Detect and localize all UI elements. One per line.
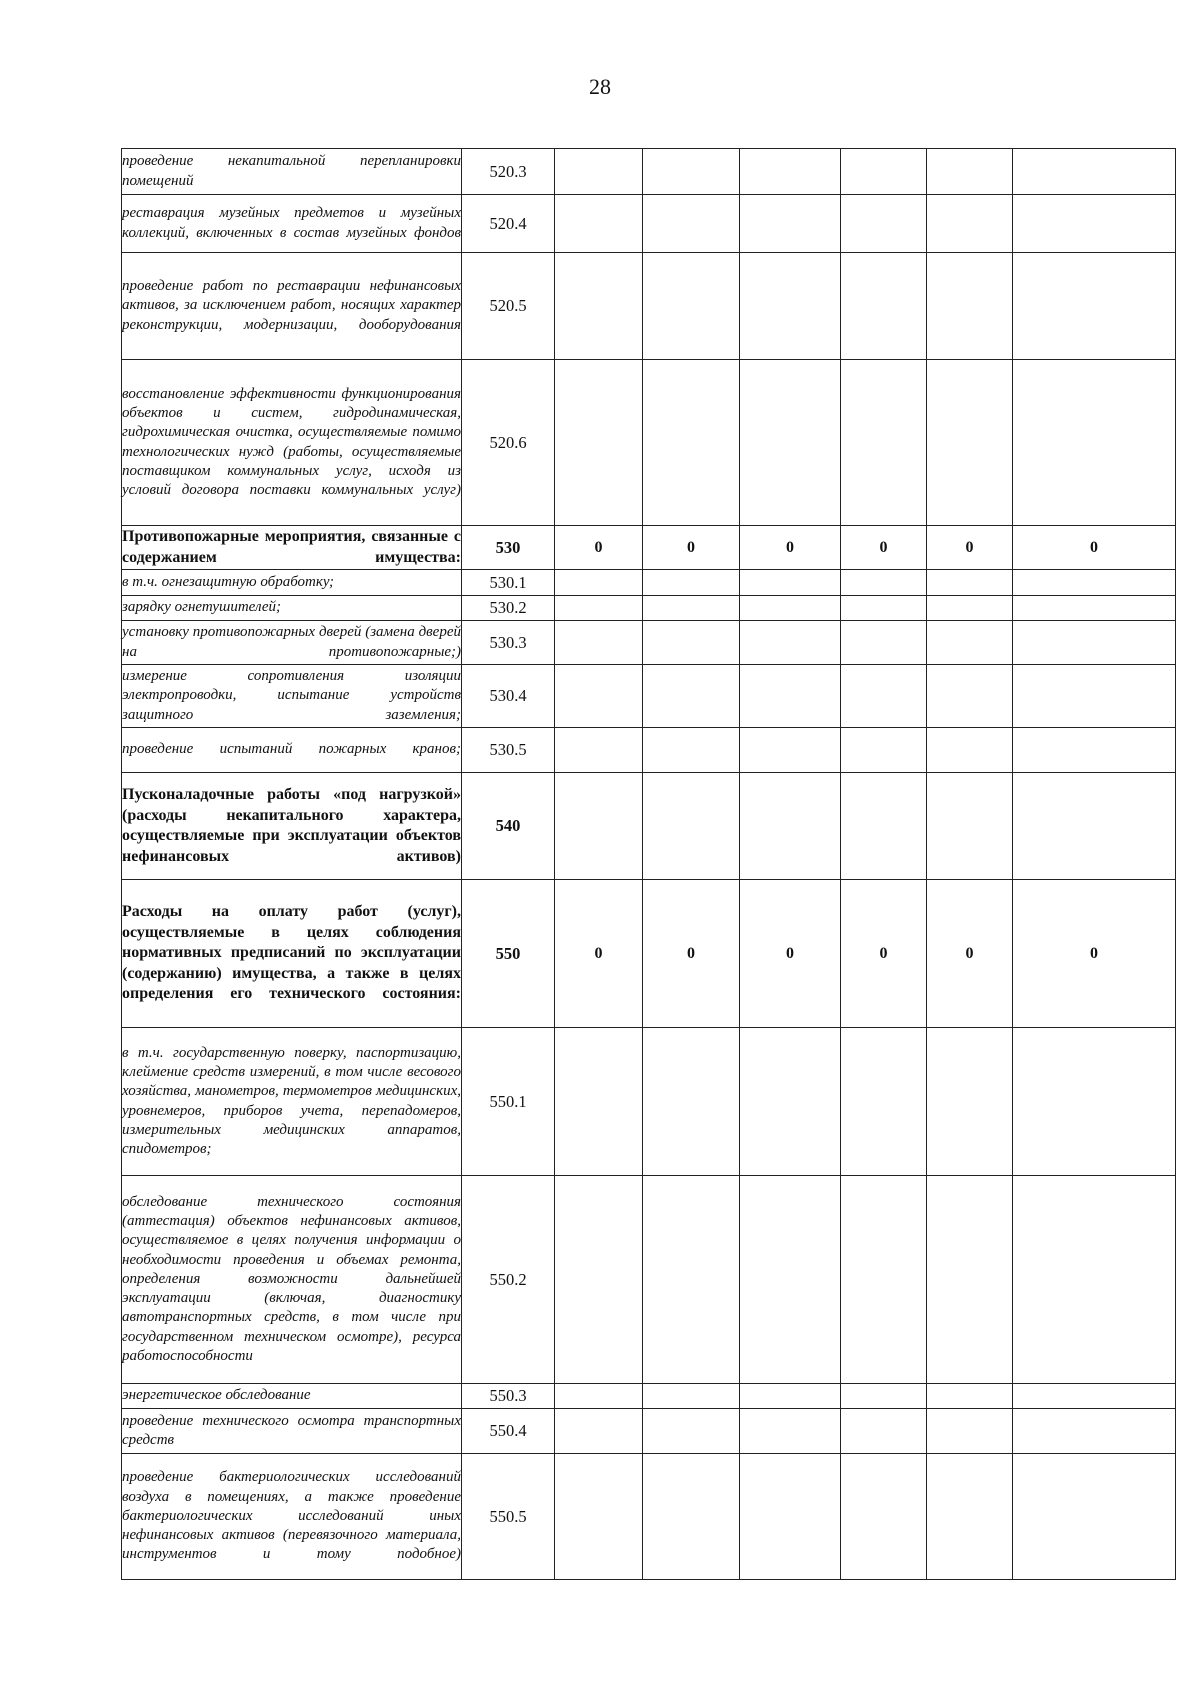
table-row <box>122 360 1176 526</box>
table-row <box>122 665 1176 728</box>
value-cell <box>555 1176 643 1384</box>
value-cell <box>555 360 643 526</box>
value-cell <box>643 195 740 253</box>
value-cell <box>841 596 927 621</box>
value-cell <box>1013 1176 1176 1384</box>
value-cell <box>927 195 1013 253</box>
value-cell <box>740 1028 841 1176</box>
row-code: 550.4 <box>462 1409 555 1454</box>
row-description: Расходы на оплату работ (услуг), осуществляемые в целях соблюдения нормативных предписаний по эксплуатации (содержанию) имущества, а также в целях определения его технического состояния: <box>122 880 462 1028</box>
table-row <box>122 1454 1176 1580</box>
table-row <box>122 1384 1176 1409</box>
table-row <box>122 773 1176 880</box>
value-cell: 0 <box>643 880 740 1028</box>
row-code: 550.5 <box>462 1454 555 1580</box>
table-row <box>122 1409 1176 1454</box>
table-row <box>122 621 1176 665</box>
value-cell <box>841 149 927 195</box>
value-cell: 0 <box>740 880 841 1028</box>
value-cell: 0 <box>740 526 841 570</box>
value-cell <box>555 253 643 360</box>
value-cell <box>1013 1409 1176 1454</box>
value-cell <box>555 195 643 253</box>
row-code: 530 <box>462 526 555 570</box>
row-description: энергетическое обследование <box>122 1384 462 1409</box>
value-cell <box>643 1028 740 1176</box>
value-cell <box>841 665 927 728</box>
value-cell <box>1013 195 1176 253</box>
value-cell: 0 <box>1013 526 1176 570</box>
value-cell <box>643 1176 740 1384</box>
value-cell <box>1013 360 1176 526</box>
value-cell <box>1013 1028 1176 1176</box>
value-cell <box>643 665 740 728</box>
value-cell <box>927 1028 1013 1176</box>
value-cell <box>555 665 643 728</box>
value-cell <box>927 1454 1013 1580</box>
value-cell <box>643 596 740 621</box>
row-code: 550.3 <box>462 1384 555 1409</box>
value-cell <box>740 195 841 253</box>
value-cell <box>927 253 1013 360</box>
expense-table-body <box>122 149 1176 1580</box>
row-description: измерение сопротивления изоляции электропроводки, испытание устройств защитного заземления; <box>122 665 462 728</box>
row-description: Пусконаладочные работы «под нагрузкой» (расходы некапитального характера, осуществляемые при эксплуатации объектов нефинансовых активов) <box>122 773 462 880</box>
value-cell <box>740 570 841 596</box>
value-cell <box>1013 149 1176 195</box>
value-cell <box>643 1454 740 1580</box>
value-cell <box>927 360 1013 526</box>
row-description: Противопожарные мероприятия, связанные с содержанием имущества: <box>122 526 462 570</box>
value-cell <box>927 1384 1013 1409</box>
value-cell <box>1013 596 1176 621</box>
row-code: 530.3 <box>462 621 555 665</box>
value-cell <box>927 621 1013 665</box>
row-code: 520.3 <box>462 149 555 195</box>
value-cell <box>927 728 1013 773</box>
table-row <box>122 253 1176 360</box>
value-cell <box>555 1454 643 1580</box>
value-cell <box>841 570 927 596</box>
value-cell <box>740 1384 841 1409</box>
value-cell <box>927 149 1013 195</box>
table-row <box>122 880 1176 1028</box>
value-cell <box>841 1454 927 1580</box>
value-cell <box>841 1384 927 1409</box>
value-cell <box>841 728 927 773</box>
row-code: 530.4 <box>462 665 555 728</box>
table-row <box>122 1028 1176 1176</box>
table-row <box>122 570 1176 596</box>
row-description: реставрация музейных предметов и музейных коллекций, включенных в состав музейных фондов <box>122 195 462 253</box>
value-cell: 0 <box>927 526 1013 570</box>
value-cell: 0 <box>555 880 643 1028</box>
row-code: 550.1 <box>462 1028 555 1176</box>
value-cell <box>555 728 643 773</box>
value-cell <box>740 596 841 621</box>
value-cell: 0 <box>643 526 740 570</box>
row-description: проведение бактериологических исследований воздуха в помещениях, а также проведение бактериологических исследований иных нефинансовых активов (перевязочного материала, инструментов и тому подобное) <box>122 1454 462 1580</box>
row-description: обследование технического состояния (аттестация) объектов нефинансовых активов, осуществляемое в целях получения информации о необходимости проведения и объемах ремонта, определения возможности дальнейшей эксплуатации (включая, диагностику автотранспортных средств, в том числе при государственном техническом осмотре), ресурса работоспособности <box>122 1176 462 1384</box>
value-cell <box>1013 253 1176 360</box>
value-cell <box>841 1409 927 1454</box>
value-cell <box>643 570 740 596</box>
value-cell <box>740 253 841 360</box>
row-code: 520.5 <box>462 253 555 360</box>
value-cell <box>643 149 740 195</box>
value-cell <box>643 728 740 773</box>
row-description: в т.ч. государственную поверку, паспортизацию, клеймение средств измерений, в том числе весового хозяйства, манометров, термометров медицинских, уровнемеров, приборов учета, перепадомеров, измерительных медицинских аппаратов, спидометров; <box>122 1028 462 1176</box>
value-cell <box>927 665 1013 728</box>
value-cell <box>740 621 841 665</box>
value-cell <box>740 360 841 526</box>
row-description: зарядку огнетушителей; <box>122 596 462 621</box>
row-description: в т.ч. огнезащитную обработку; <box>122 570 462 596</box>
row-code: 520.6 <box>462 360 555 526</box>
value-cell <box>740 1409 841 1454</box>
row-code: 540 <box>462 773 555 880</box>
value-cell <box>841 253 927 360</box>
value-cell <box>1013 773 1176 880</box>
value-cell <box>1013 1384 1176 1409</box>
value-cell <box>927 596 1013 621</box>
value-cell <box>740 149 841 195</box>
value-cell <box>1013 1454 1176 1580</box>
value-cell <box>841 1028 927 1176</box>
row-description: проведение технического осмотра транспортных средств <box>122 1409 462 1454</box>
value-cell <box>1013 728 1176 773</box>
value-cell <box>927 1176 1013 1384</box>
expense-table <box>121 148 1176 1580</box>
row-code: 520.4 <box>462 195 555 253</box>
value-cell <box>1013 665 1176 728</box>
value-cell: 0 <box>927 880 1013 1028</box>
value-cell <box>841 773 927 880</box>
row-code: 530.2 <box>462 596 555 621</box>
value-cell <box>841 621 927 665</box>
table-row <box>122 596 1176 621</box>
value-cell <box>555 1384 643 1409</box>
value-cell <box>1013 570 1176 596</box>
value-cell: 0 <box>841 526 927 570</box>
value-cell <box>740 1454 841 1580</box>
value-cell <box>555 1028 643 1176</box>
table-row <box>122 195 1176 253</box>
value-cell <box>927 570 1013 596</box>
row-code: 550.2 <box>462 1176 555 1384</box>
row-code: 530.1 <box>462 570 555 596</box>
value-cell <box>643 1409 740 1454</box>
table-row <box>122 1176 1176 1384</box>
value-cell <box>740 773 841 880</box>
value-cell <box>643 360 740 526</box>
row-code: 530.5 <box>462 728 555 773</box>
value-cell: 0 <box>1013 880 1176 1028</box>
value-cell <box>643 1384 740 1409</box>
value-cell <box>555 773 643 880</box>
value-cell <box>841 195 927 253</box>
value-cell <box>643 253 740 360</box>
value-cell <box>740 1176 841 1384</box>
value-cell <box>643 621 740 665</box>
table-row <box>122 526 1176 570</box>
page-number: 28 <box>589 74 611 99</box>
value-cell <box>643 773 740 880</box>
row-description: установку противопожарных дверей (замена дверей на противопожарные;) <box>122 621 462 665</box>
value-cell: 0 <box>555 526 643 570</box>
value-cell <box>927 773 1013 880</box>
value-cell <box>740 728 841 773</box>
value-cell <box>555 1409 643 1454</box>
value-cell <box>555 570 643 596</box>
row-description: проведение некапитальной перепланировки помещений <box>122 149 462 195</box>
value-cell <box>927 1409 1013 1454</box>
row-description: восстановление эффективности функционирования объектов и систем, гидродинамическая, гидрохимическая очистка, осуществляемые помимо технологических нужд (работы, осуществляемые поставщиком коммунальных услуг, исходя из условий договора поставки коммунальных услуг) <box>122 360 462 526</box>
value-cell: 0 <box>841 880 927 1028</box>
value-cell <box>555 596 643 621</box>
row-description: проведение испытаний пожарных кранов; <box>122 728 462 773</box>
value-cell <box>555 621 643 665</box>
value-cell <box>841 360 927 526</box>
value-cell <box>740 665 841 728</box>
value-cell <box>841 1176 927 1384</box>
row-description: проведение работ по реставрации нефинансовых активов, за исключением работ, носящих характер реконструкции, модернизации, дооборудования <box>122 253 462 360</box>
row-code: 550 <box>462 880 555 1028</box>
value-cell <box>1013 621 1176 665</box>
table-row <box>122 149 1176 195</box>
value-cell <box>555 149 643 195</box>
table-row <box>122 728 1176 773</box>
